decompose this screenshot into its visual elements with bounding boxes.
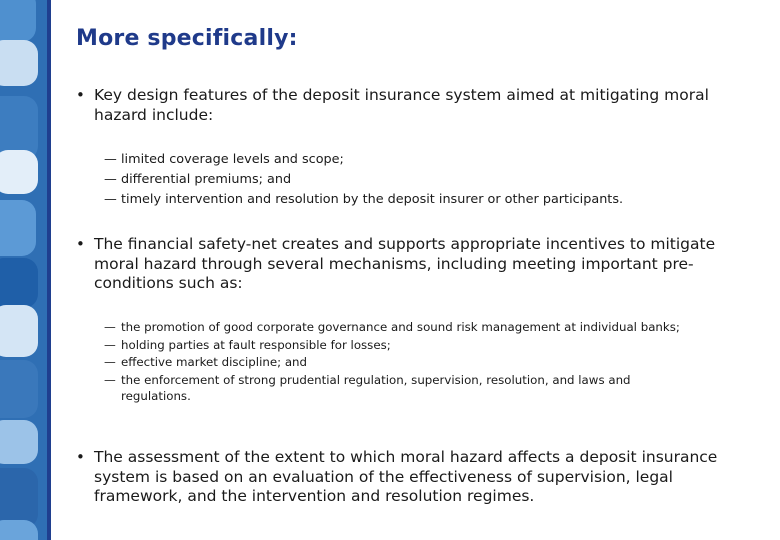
sub-item-text: limited coverage levels and scope;: [121, 152, 344, 167]
sub-item: [104, 170, 780, 190]
bullet-text: The financial safety-net creates and supports appropriate incentives to mitigate moral hazard through several mechanisms, including meeting important pre-conditions such as:: [94, 235, 716, 292]
sidebar-tile: [0, 360, 38, 418]
sub-list-2: [104, 319, 704, 405]
sub-item: [104, 354, 704, 370]
sub-item: [104, 372, 704, 404]
sidebar-tile: [0, 305, 38, 357]
sidebar-tile: [0, 40, 38, 86]
sidebar-tile: [0, 200, 36, 256]
sub-item: [104, 190, 780, 210]
dash-icon: —: [104, 172, 117, 187]
sub-item: [104, 150, 780, 170]
sub-item-text: the enforcement of strong prudential regulation, supervision, resolution, and laws and regulations.: [121, 372, 631, 403]
sub-item-text: timely intervention and resolution by the deposit insurer or other participants.: [121, 192, 624, 207]
bullet-block-3: [76, 448, 756, 507]
sidebar-tile: [0, 468, 38, 528]
dash-icon: —: [104, 192, 117, 207]
decorative-sidebar: [0, 0, 47, 540]
bullet-block-1: [76, 86, 756, 125]
sub-list-1: [104, 150, 780, 210]
bullet-text: The assessment of the extent to which moral hazard affects a deposit insurance system is based on an evaluation of the effectiveness of supervision, legal framework, and the intervention and resolution regimes.: [94, 448, 718, 505]
sidebar-tile: [0, 258, 38, 308]
dash-icon: —: [104, 152, 117, 167]
bullet-item: [76, 235, 756, 294]
sidebar-tile: [0, 0, 36, 42]
dash-icon: —: [104, 372, 116, 387]
sub-item-text: effective market discipline; and: [121, 355, 308, 369]
dash-icon: —: [104, 355, 116, 369]
dash-icon: —: [104, 320, 116, 334]
sidebar-tile: [0, 420, 38, 464]
bullet-dot-icon: •: [76, 235, 85, 253]
sidebar-tile: [0, 150, 38, 194]
bullet-item: [76, 86, 756, 125]
sub-item-text: differential premiums; and: [121, 172, 292, 187]
sub-item-text: the promotion of good corporate governance and sound risk management at individual banks;: [121, 320, 680, 334]
dash-icon: —: [104, 337, 116, 352]
sub-item: [104, 337, 704, 353]
sub-item: [104, 319, 704, 335]
bullet-dot-icon: •: [76, 86, 85, 104]
sidebar-tile: [0, 520, 38, 540]
bullet-text: Key design features of the deposit insurance system aimed at mitigating moral hazard include:: [94, 86, 709, 124]
sub-item-text: holding parties at fault responsible for losses;: [121, 337, 391, 352]
bullet-block-2: [76, 235, 756, 294]
bullet-dot-icon: •: [76, 448, 85, 466]
sidebar-divider: [47, 0, 51, 540]
page-title: More specifically:: [76, 26, 298, 51]
bullet-item: [76, 448, 756, 507]
